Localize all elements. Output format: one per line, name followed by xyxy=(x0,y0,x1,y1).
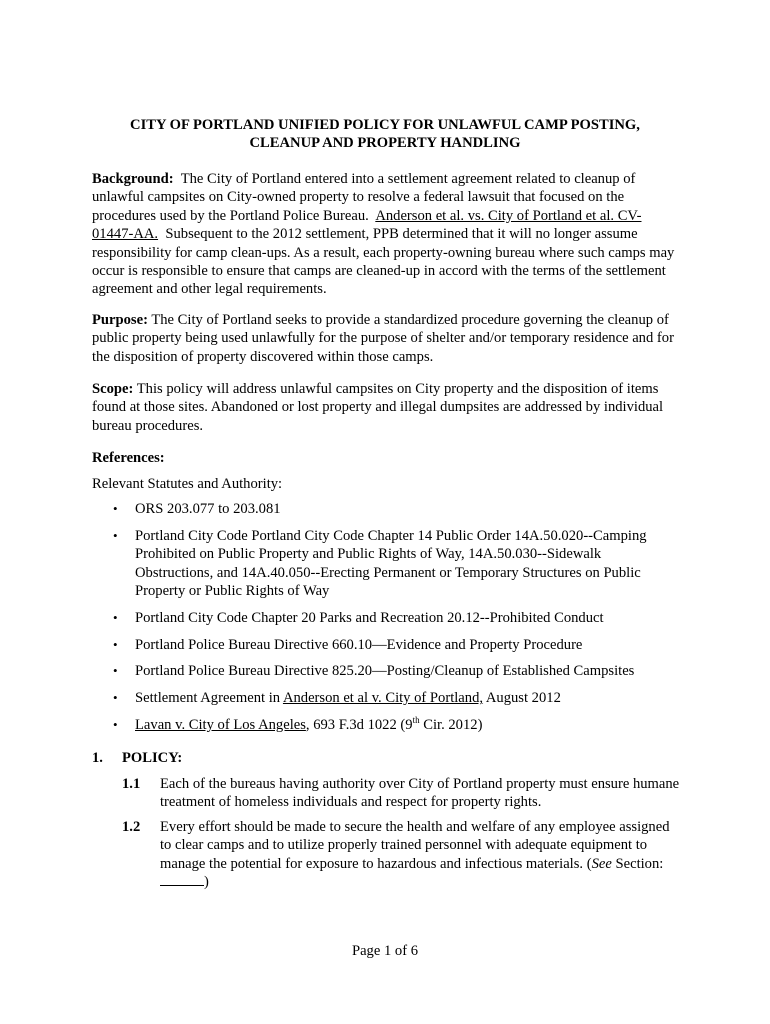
scope-text: This policy will address unlawful campsites on City property and the disposition of items found at those sites. Abandoned or lost property and illegal dumpsites are addressed by individual bureau procedures. xyxy=(92,381,664,434)
background-label: Background: xyxy=(92,171,174,187)
reference-item: • Portland City Code Chapter 20 Parks and Recreation 20.12--Prohibited Conduct xyxy=(113,609,604,626)
reference-item: • Lavan v. City of Los Angeles, 693 F.3d 1022 (9th Cir. 2012) xyxy=(113,715,483,733)
section-reference-blank xyxy=(160,873,204,886)
reference-item: • Portland City Code Portland City Code Chapter 14 Public Order 14A.50.020--Camping Prohibited on Public Property and Public Rights of Way, 14A.50.030--Sidewalk Obstructions, and 14A.40.050--Erecting Permanent or Temporary Structures on Public Property or Public Rights of Way xyxy=(113,527,647,600)
background-text-1: The City of Portland entered into a settlement agreement related to cleanup of unlawful campsites on City-owned property to resolve a federal lawsuit that focused on the procedures used by the Portland Police Bureau. xyxy=(92,171,636,224)
section-1-title: POLICY: xyxy=(122,750,183,766)
background-text-2: Subsequent to the 2012 settlement, PPB determined that it will no longer assume responsibility for camp clean-ups. As a result, each property-owning bureau where such camps may occur is responsible to ensure that camps are cleaned-up in accord with the terms of the settlement agreement and other legal requirements. xyxy=(92,226,675,298)
policy-item-1-2 xyxy=(122,818,682,892)
document-title xyxy=(92,116,678,152)
reference-case-lavan: Lavan v. City of Los Angeles xyxy=(135,717,306,733)
bullet-icon: • xyxy=(113,501,118,516)
title-line-2: CLEANUP AND PROPERTY HANDLING xyxy=(249,135,521,151)
purpose-paragraph xyxy=(92,311,682,366)
purpose-text: The City of Portland seeks to provide a standardized procedure governing the cleanup of public property being used unlawfully for the purpose of shelter and/or temporary residence and for the disposition of property discovered within those camps. xyxy=(92,312,674,365)
page-number-footer: Page 1 of 6 xyxy=(351,943,419,959)
bullet-icon: • xyxy=(113,717,118,732)
bullet-icon: • xyxy=(113,663,118,679)
section-1-heading xyxy=(92,749,182,767)
bullet-icon: • xyxy=(113,636,118,652)
reference-item: • Settlement Agreement in Anderson et al v. City of Portland, August 2012 xyxy=(113,690,561,707)
policy-item-text: Each of the bureaus having authority over City of Portland property must ensure humane treatment of homeless individuals and respect for property rights. xyxy=(160,776,680,811)
references-heading: References: xyxy=(92,450,165,466)
policy-item-text: Every effort should be made to secure the health and welfare of any employee assigned to clear camps and to utilize properly trained personnel with adequate equipment to manage the potential for exposure to hazardous and infectious materials. (See Section: ) xyxy=(160,819,670,891)
background-paragraph xyxy=(92,170,682,299)
policy-item-number: 1.1 xyxy=(122,776,141,792)
section-1-number: 1. xyxy=(92,750,103,766)
policy-item-1-1 xyxy=(122,775,682,812)
bullet-icon: • xyxy=(113,527,118,543)
scope-paragraph xyxy=(92,380,682,435)
reference-case-anderson: Anderson et al v. City of Portland, xyxy=(282,690,484,707)
title-line-1: CITY OF PORTLAND UNIFIED POLICY FOR UNLAWFUL CAMP POSTING, xyxy=(130,117,640,133)
bullet-icon: • xyxy=(113,690,118,706)
references-subheading: Relevant Statutes and Authority: xyxy=(92,476,283,492)
background-case-citation: Anderson et al. vs. City of Portland et al. CV-01447-AA. xyxy=(92,207,642,243)
scope-label: Scope: xyxy=(92,381,134,397)
policy-item-number: 1.2 xyxy=(122,819,141,835)
reference-item: • Portland Police Bureau Directive 660.10—Evidence and Property Procedure xyxy=(113,636,583,653)
references-list xyxy=(92,500,682,743)
reference-item: • Portland Police Bureau Directive 825.20—Posting/Cleanup of Established Campsites xyxy=(113,663,635,680)
reference-item: • ORS 203.077 to 203.081 xyxy=(113,501,281,517)
bullet-icon: • xyxy=(113,609,118,625)
purpose-label: Purpose: xyxy=(92,312,148,328)
